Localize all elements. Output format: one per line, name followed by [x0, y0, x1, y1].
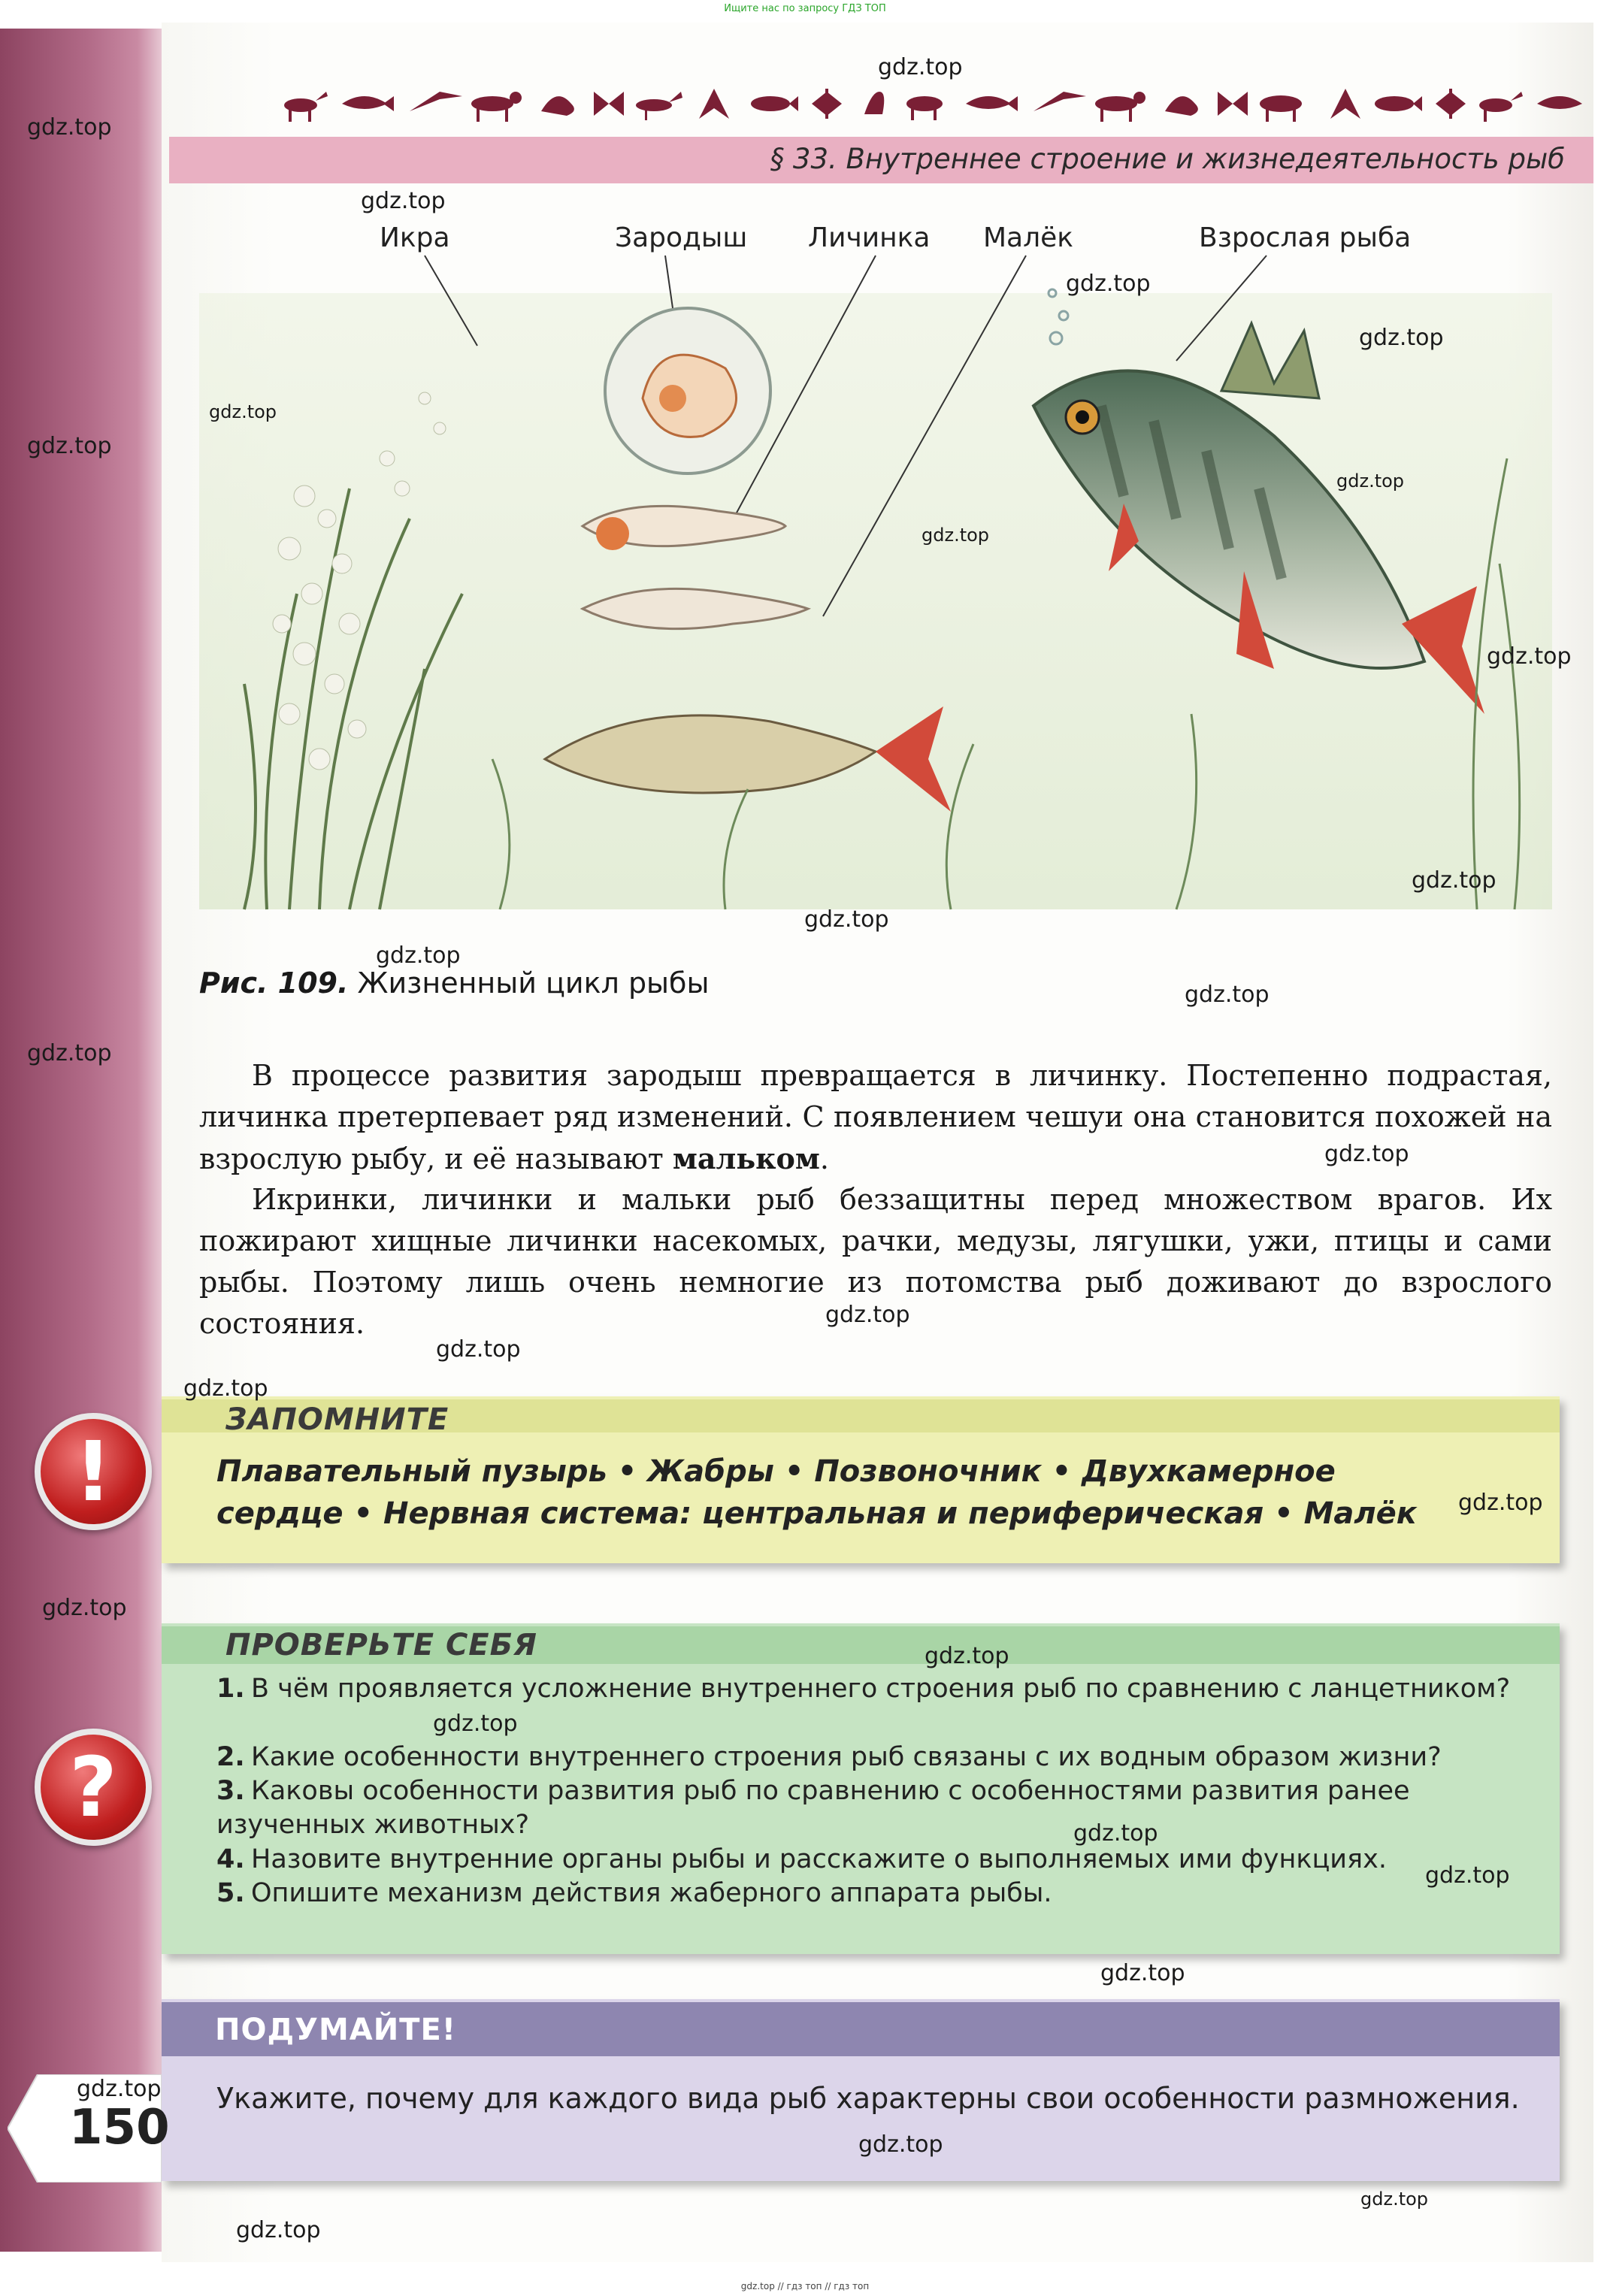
caption-text: Жизненный цикл рыбы — [357, 966, 710, 1000]
question-item — [216, 1774, 1539, 1842]
watermark: gdz.top — [1185, 982, 1270, 1008]
watermark: gdz.top — [1412, 867, 1497, 894]
watermark: gdz.top — [27, 114, 112, 141]
remember-terms-line2: сердце • Нервная система: центральная и периферическая • Малёк — [216, 1496, 1417, 1531]
fish-life-cycle-illustration — [199, 248, 1552, 954]
watermark: gdz.top — [236, 2217, 321, 2243]
paragraph-2: Икринки, личинки и мальки рыб беззащитны перед множеством врагов. Их пожирают хищные личинки насекомых, рачки, медузы, лягушки, ужи, птицы и сами рыбы. Поэтому лишь очень немногие из потомства рыб доживают до взрослого состояния. — [199, 1183, 1552, 1340]
watermark: gdz.top — [209, 401, 277, 422]
watermark: gdz.top — [925, 1643, 1009, 1669]
top-note: Ищите нас по запросу ГДЗ ТОП — [724, 3, 886, 14]
exclamation-icon: ! — [35, 1413, 152, 1530]
question-number: 4. — [216, 1844, 245, 1874]
watermark: gdz.top — [1360, 2189, 1429, 2210]
question-item — [216, 1843, 1539, 1877]
question-number: 2. — [216, 1742, 245, 1772]
watermark: gdz.top — [825, 1302, 910, 1328]
animal-silhouettes-icon — [278, 81, 1590, 126]
watermark: gdz.top — [1458, 1490, 1543, 1516]
question-icon: ? — [35, 1729, 152, 1846]
paragraph-1-term: мальком — [672, 1142, 820, 1175]
question-number: 3. — [216, 1776, 245, 1806]
watermark: gdz.top — [1100, 1960, 1185, 1986]
question-text: Опишите механизм действия жаберного аппарата рыбы. — [251, 1878, 1052, 1908]
question-item — [216, 1877, 1539, 1910]
caption-number: Рис. 109. — [199, 966, 349, 1000]
question-text: Каковы особенности развития рыб по сравнению с особенностями развития ранее изученных животных? — [216, 1776, 1410, 1840]
question-text: Назовите внутренние органы рыбы и расскажите о выполняемых ими функциях. — [251, 1844, 1387, 1874]
watermark: gdz.top — [804, 906, 889, 933]
watermark: gdz.top — [1359, 325, 1444, 351]
watermark: gdz.top — [436, 1336, 521, 1363]
think-text: Укажите, почему для каждого вида рыб характерны свои особенности размножения. — [216, 2082, 1520, 2115]
question-number: 5. — [216, 1878, 245, 1908]
question-text: Какие особенности внутреннего строения рыб связаны с их водным образом жизни? — [251, 1742, 1442, 1772]
watermark: gdz.top — [361, 188, 446, 214]
watermark: gdz.top — [1073, 1820, 1158, 1847]
watermark: gdz.top — [27, 433, 112, 459]
question-text: В чём проявляется усложнение внутреннего строения рыб по сравнению с ланцетником? — [251, 1674, 1511, 1704]
paragraph-1-text: В процессе развития зародыш превращается в личинку. Постепенно подрастая, личинка претерпевает ряд изменений. С появлением чешуи она становится похожей на взрослую рыбу, и её называют — [199, 1059, 1552, 1175]
watermark: gdz.top — [858, 2131, 943, 2158]
watermark: gdz.top — [922, 525, 990, 546]
page-number: 150 — [69, 2100, 170, 2155]
remember-heading: ЗАПОМНИТЕ — [225, 1402, 449, 1437]
question-number: 1. — [216, 1674, 245, 1704]
watermark: gdz.top — [1425, 1862, 1510, 1889]
paragraph-1-end: . — [819, 1142, 829, 1175]
book-spine — [0, 29, 162, 2252]
watermark: gdz.top — [376, 942, 461, 969]
watermark: gdz.top — [433, 1711, 518, 1737]
watermark: gdz.top — [27, 1040, 112, 1066]
figure-caption — [199, 966, 710, 1000]
watermark: gdz.top — [183, 1375, 268, 1402]
question-item — [216, 1741, 1539, 1774]
check-heading: ПРОВЕРЬТЕ СЕБЯ — [225, 1628, 537, 1662]
label-larva: Личинка — [808, 222, 931, 253]
watermark: gdz.top — [878, 54, 963, 80]
watermark: gdz.top — [1487, 643, 1572, 670]
label-adult-fish: Взрослая рыба — [1199, 222, 1412, 253]
watermark: gdz.top — [77, 2076, 162, 2102]
remember-terms-line1: Плавательный пузырь • Жабры • Позвоночник • Двухкамерное — [216, 1454, 1336, 1489]
bottom-note: gdz.top // гдз топ // гдз топ — [740, 2281, 870, 2291]
question-item — [216, 1672, 1539, 1706]
label-embryo: Зародыш — [615, 222, 748, 253]
watermark: gdz.top — [1066, 271, 1151, 297]
label-fry: Малёк — [983, 222, 1074, 253]
watermark: gdz.top — [1324, 1141, 1409, 1167]
label-eggs: Икра — [380, 222, 450, 253]
think-heading: ПОДУМАЙТЕ! — [215, 2013, 457, 2047]
watermark: gdz.top — [42, 1595, 127, 1621]
watermark: gdz.top — [1336, 470, 1405, 492]
section-title: § 33. Внутреннее строение и жизнедеятельность рыб — [770, 143, 1565, 175]
